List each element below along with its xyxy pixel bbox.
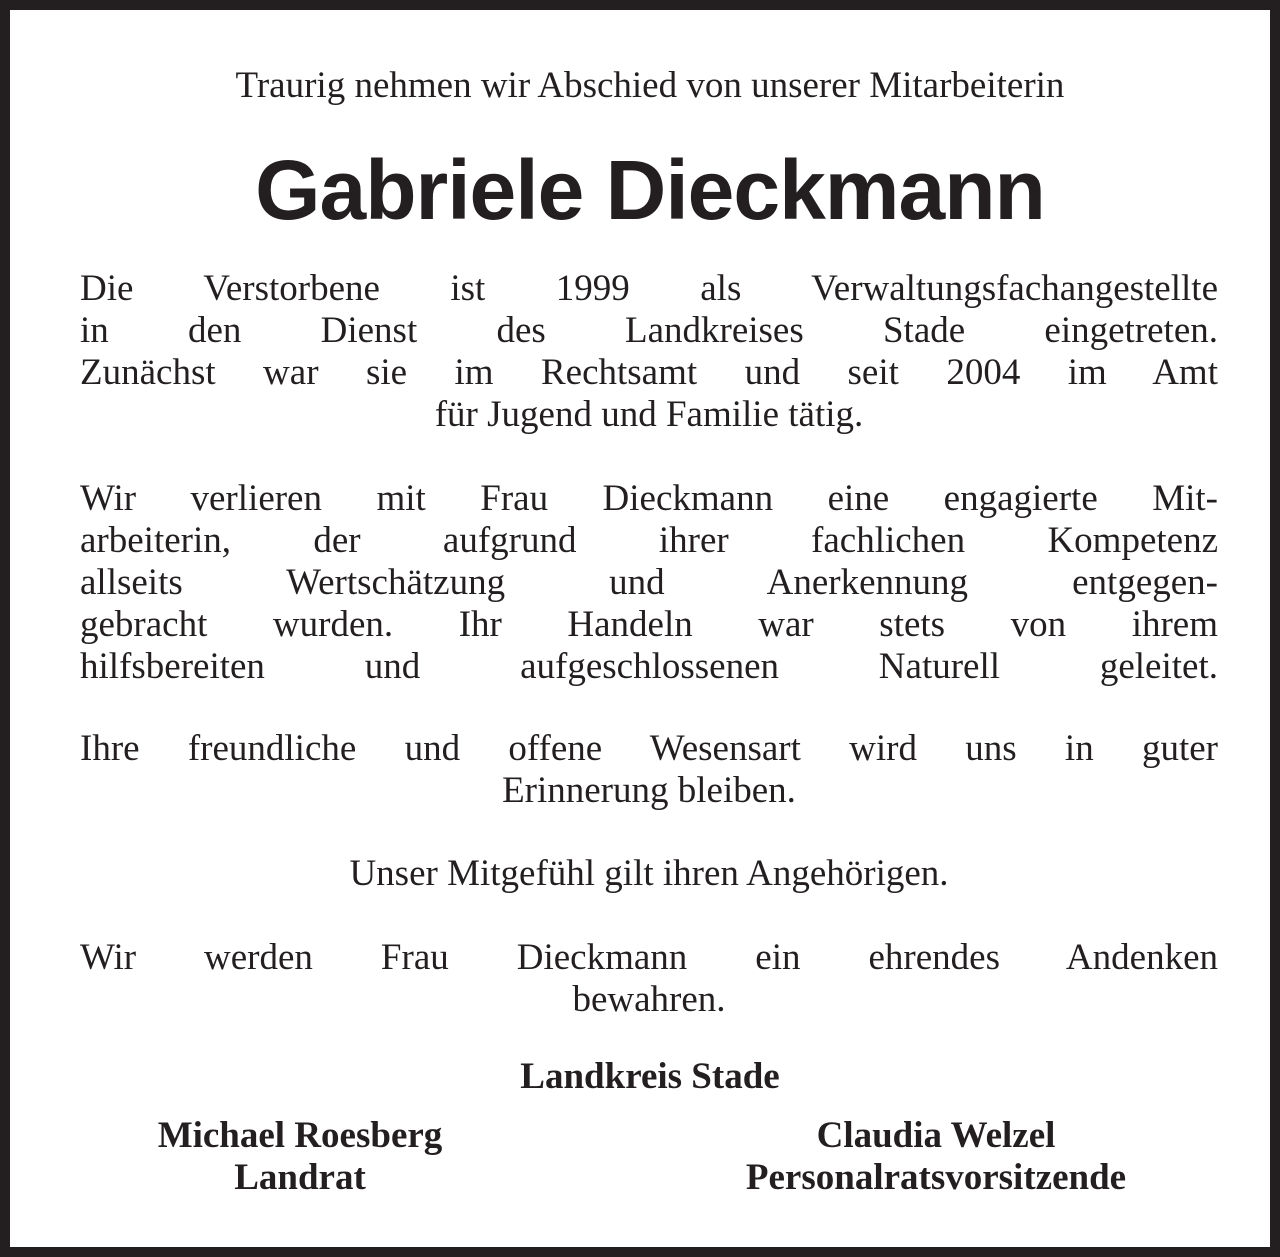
organization-name: Landkreis Stade — [520, 1056, 780, 1097]
text-line: gebracht wurden. Ihr Handeln war stets von ihrem — [80, 604, 1218, 645]
text-line: Wir verlieren mit Frau Dieckmann eine engagierte Mit- — [80, 478, 1218, 519]
paragraph-career — [80, 268, 1218, 436]
text-line: Zunächst war sie im Rechtsamt und seit 2004 im Amt — [80, 352, 1218, 393]
signatory-title: Landrat — [234, 1157, 366, 1198]
text-line: Die Verstorbene ist 1999 als Verwaltungsfachangestellte — [80, 268, 1218, 309]
text-line: hilfsbereiten und aufgeschlossenen Naturell geleitet. — [80, 646, 1218, 687]
text-line: Unser Mitgefühl gilt ihren Angehörigen. — [349, 853, 949, 894]
signatory-name: Claudia Welzel — [816, 1115, 1056, 1156]
text-line: für Jugend und Familie tätig. — [434, 394, 864, 435]
paragraph-condolence — [80, 853, 1218, 895]
text-line: arbeiterin, der aufgrund ihrer fachlichen Kompetenz — [80, 520, 1218, 561]
text-line: Ihre freundliche und offene Wesensart wird uns in guter — [80, 728, 1218, 769]
paragraph-remembrance — [80, 937, 1218, 1021]
signatory-right — [656, 1115, 1216, 1199]
text-line: in den Dienst des Landkreises Stade eingetreten. — [80, 310, 1218, 351]
deceased-name: Gabriele Dieckmann — [255, 143, 1045, 237]
signatory-name: Michael Roesberg — [157, 1115, 443, 1156]
text-line: Wir werden Frau Dieckmann ein ehrendes Andenken — [80, 937, 1218, 978]
text-line: bewahren. — [572, 979, 726, 1020]
signatory-left — [20, 1115, 580, 1199]
signatory-title: Personalratsvorsitzende — [745, 1157, 1127, 1198]
text-line: Erinnerung bleiben. — [502, 770, 796, 811]
paragraph-tribute — [80, 478, 1218, 688]
text-line: allseits Wertschätzung und Anerkennung entgegen- — [80, 562, 1218, 603]
intro-line: Traurig nehmen wir Abschied von unserer Mitarbeiterin — [235, 65, 1065, 106]
paragraph-memory — [80, 728, 1218, 812]
